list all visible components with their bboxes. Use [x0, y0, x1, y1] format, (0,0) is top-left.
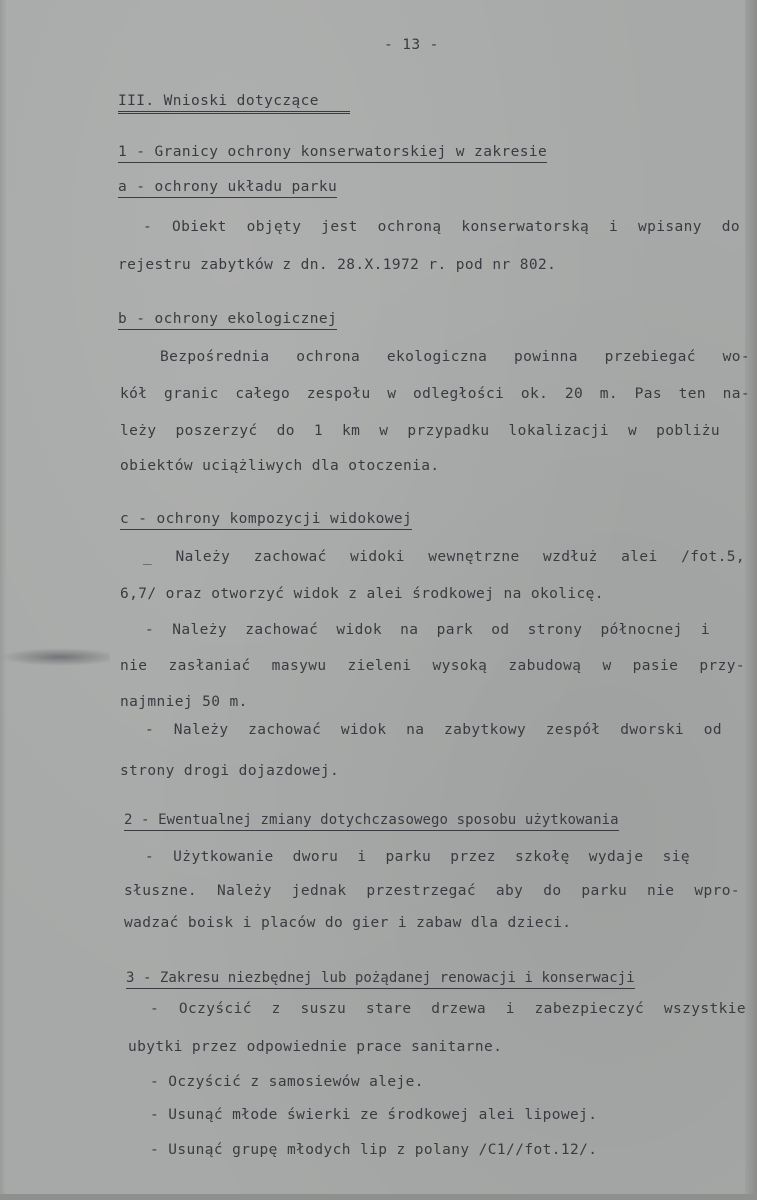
- s3-paragraph-line: - Oczyścić z samosiewów aleje.: [150, 1074, 424, 1090]
- section-heading: III. Wnioski dotyczące: [118, 92, 350, 114]
- s1-c-paragraph-line: 6,7/ oraz otworzyć widok z alei środkowej na okolicę.: [120, 586, 604, 602]
- s2-title: 2 - Ewentualnej zmiany dotychczasowego sposobu użytkowania: [124, 811, 619, 831]
- s2-paragraph-line: wadzać boisk i placów do gier i zabaw dla dzieci.: [124, 915, 572, 931]
- s1-title: 1 - Granicy ochrony konserwatorskiej w zakresie: [118, 143, 547, 163]
- page-edge-left: [0, 0, 6, 1200]
- page-edge-bottom: [0, 1194, 757, 1200]
- s1-a-paragraph-line: - Obiekt objęty jest ochroną konserwatorską i wpisany do: [143, 219, 740, 235]
- s1-b-title: b - ochrony ekologicznej: [118, 310, 337, 330]
- s1-c-paragraph-line: - Należy zachować widok na zabytkowy zespół dworski od: [145, 722, 722, 738]
- s3-title: 3 - Zakresu niezbędnej lub pożądanej renowacji i konserwacji: [126, 969, 635, 989]
- s1-c-paragraph-line: strony drogi dojazdowej.: [120, 763, 340, 779]
- s1-c-title: c - ochrony kompozycji widokowej: [120, 510, 412, 530]
- s1-b-paragraph-line: Bezpośrednia ochrona ekologiczna powinna przebiegać wo-: [160, 349, 750, 365]
- page-number: - 13 -: [384, 37, 439, 53]
- s1-c-paragraph-line: - Należy zachować widok na park od strony północnej i: [145, 622, 710, 638]
- s1-c-paragraph-line: _ Należy zachować widoki wewnętrzne wzdłuż alei /fot.5,: [143, 549, 745, 565]
- s1-b-paragraph-line: kół granic całego zespołu w odległości ok. 20 m. Pas ten na-: [120, 386, 750, 402]
- s1-c-paragraph-line: nie zasłaniać masywu zieleni wysoką zabudową w pasie przy-: [120, 658, 745, 674]
- page-edge-right: [745, 0, 757, 1200]
- s1-a-title: a - ochrony układu parku: [118, 178, 337, 198]
- ink-smudge: [0, 648, 110, 666]
- s2-paragraph-line: słuszne. Należy jednak przestrzegać aby do parku nie wpro-: [124, 883, 740, 899]
- s3-paragraph-line: ubytki przez odpowiednie prace sanitarne.: [128, 1039, 503, 1055]
- s2-paragraph-line: - Użytkowanie dworu i parku przez szkołę wydaje się: [145, 849, 690, 865]
- s3-paragraph-line: - Usunąć młode świerki ze środkowej alei lipowej.: [150, 1107, 598, 1123]
- s1-b-paragraph-line: obiektów uciążliwych dla otoczenia.: [120, 458, 440, 474]
- s1-c-paragraph-line: najmniej 50 m.: [120, 694, 248, 710]
- s3-paragraph-line: - Oczyścić z suszu stare drzewa i zabezpieczyć wszystkie: [150, 1001, 746, 1017]
- s1-b-paragraph-line: leży poszerzyć do 1 km w przypadku lokalizacji w pobliżu: [120, 423, 720, 439]
- s3-paragraph-line: - Usunąć grupę młodych lip z polany /C1//fot.12/.: [150, 1142, 598, 1158]
- s1-a-paragraph-line: rejestru zabytków z dn. 28.X.1972 r. pod nr 802.: [118, 257, 557, 273]
